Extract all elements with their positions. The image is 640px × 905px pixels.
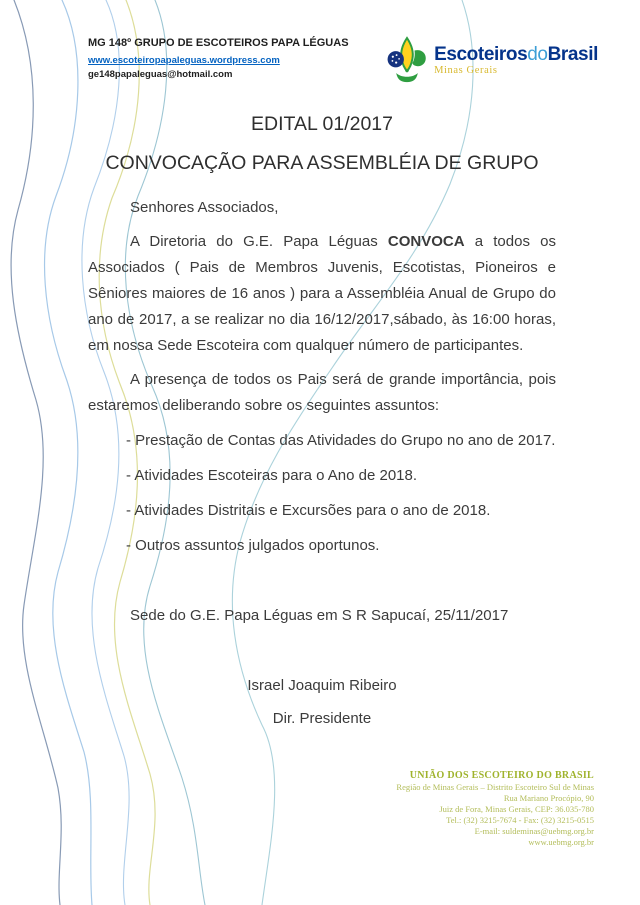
footer-org-name: UNIÃO DOS ESCOTEIRO DO BRASIL: [409, 770, 594, 781]
institutional-footer: [396, 769, 594, 848]
convoca-bold-text: CONVOCA: [387, 233, 465, 250]
footer-email-line: E-mail: suldeminas@uebmg.org.br: [474, 826, 594, 836]
paragraph-importance: A presença de todos os Pais será de grande importância, pois estaremos deliberando sobre os seguintes assuntos:: [88, 371, 556, 414]
footer-website-line: www.uebmg.org.br: [528, 837, 594, 847]
group-email: ge148papaleguas@hotmail.com: [88, 69, 233, 80]
salutation: Senhores Associados,: [130, 199, 279, 216]
paragraph-convocation: [88, 229, 556, 359]
logo-wordmark: [434, 36, 598, 76]
logo-text-brasil: Brasil: [547, 44, 598, 65]
logo-text-escoteiros: Escoteiros: [434, 44, 528, 65]
agenda-item-2: - Atividades Escoteiras para o Ano de 2018.: [126, 467, 418, 484]
group-name: MG 148º GRUPO DE ESCOTEIROS PAPA LÉGUAS: [88, 37, 349, 49]
logo-region-text: Minas Gerais: [434, 65, 498, 76]
edital-title: EDITAL 01/2017: [250, 113, 393, 135]
agenda-item-1: - Prestação de Contas das Atividades do Grupo no ano de 2017.: [126, 432, 556, 449]
logo-text-do: do: [527, 44, 548, 65]
footer-street-line: Rua Mariano Procópio, 90: [503, 793, 594, 803]
group-website-link[interactable]: www.escoteiropapaleguas.wordpress.com: [88, 55, 280, 66]
group-identification: [88, 36, 349, 81]
letter-body: [0, 112, 640, 732]
place-and-date: Sede do G.E. Papa Léguas em S R Sapucaí, 25/11/2017: [130, 607, 509, 624]
agenda-item-3: - Atividades Distritais e Excursões para o ano de 2018.: [126, 502, 491, 519]
paragraph1-text-after: a todos os Associados ( Pais de Membros Juvenis, Escotistas, Pioneiros e Sêniores maiores de 16 anos ) para a Assembléia Anual de Grupo do ano de 2017, a se realizar no dia 16/12/2017,sábado, às 16:00 horas, em nossa Sede Escoteira com qualquer número de participantes.: [88, 233, 556, 354]
escoteiros-do-brasil-logo: [387, 36, 598, 90]
scout-fleur-de-lis-icon: [387, 36, 427, 90]
logo-brand-text: [434, 44, 598, 65]
paragraph1-text-before: A Diretoria do G.E. Papa Léguas: [130, 233, 388, 250]
footer-city-line: Juiz de Fora, Minas Gerais, CEP: 36.035-780: [439, 804, 594, 814]
agenda-item-4: - Outros assuntos julgados oportunos.: [126, 537, 380, 554]
footer-region-line: Região de Minas Gerais – Distrito Escoteiro Sul de Minas: [396, 782, 594, 792]
footer-phone-line: Tel.: (32) 3215-7674 - Fax: (32) 3215-0515: [446, 815, 594, 825]
page-header: [0, 0, 640, 90]
convocation-title: CONVOCAÇÃO PARA ASSEMBLÉIA DE GRUPO: [105, 152, 539, 174]
signature-role: Dir. Presidente: [272, 710, 372, 727]
signature-name: Israel Joaquim Ribeiro: [247, 677, 397, 694]
